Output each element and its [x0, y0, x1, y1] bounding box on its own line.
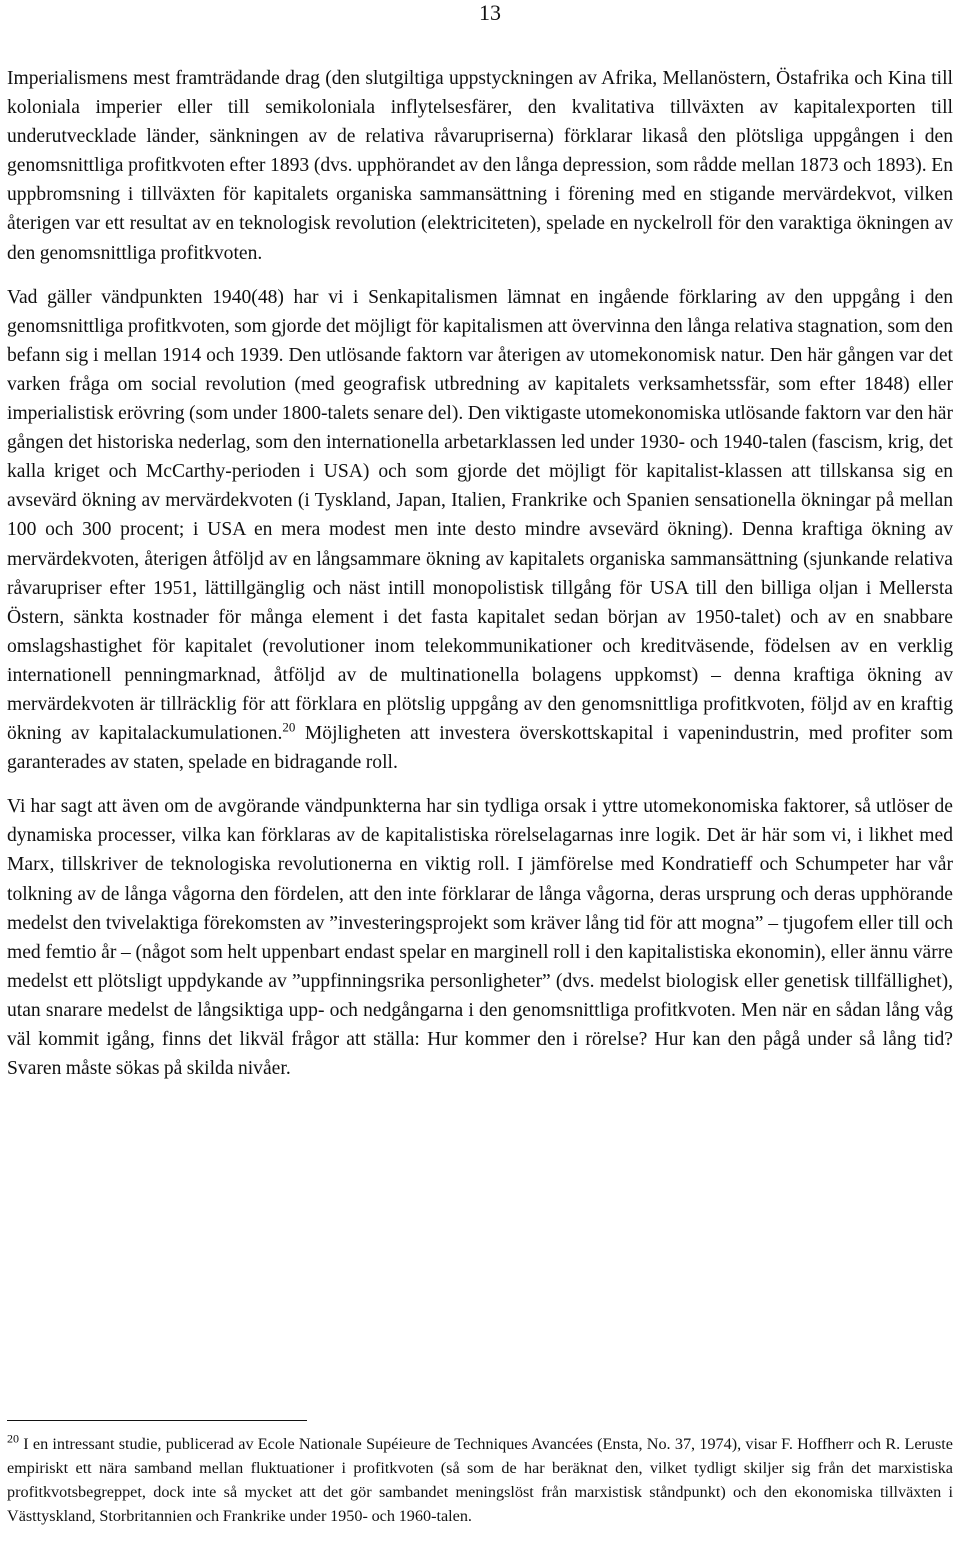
paragraph-text: Vad gäller vändpunkten 1940(48) har vi i Senkapitalismen lämnat en ingående förklaring av den uppgång i den genomsnittliga profitkvoten, som gjorde det möjligt för kapitalismen att övervinna den långa relativa stagnation, som den befann sig i mellan 1914 och 1939. Den utlösande faktorn var återigen av utomekonomisk natur. Den här gången var det varken fråga om social revolution (med geografisk utbredning av kapitalets verksamhetssfär, som efter 1848) eller imperialistisk erövring (som under 1800-talets senare del). Den viktigaste utomekonomiska utlösande faktorn var den här gången det historiska nederlag, som den internationella arbetarklassen led under 1930- och 1940-talen (fascism, krig, det kalla kriget och McCarthy-perioden i USA) och som gjorde det möjligt för kapitalist-klassen att tillskansa sig en avsevärd ökning av mervärdekvoten (i Tyskland, Japan, Italien, Frankrike och Spanien sensationella ökningar på mellan 100 och 300 procent; i USA en mera modest men inte desto mindre avsevärd ökning). Denna kraftiga ökning av mervärdekvoten, återigen åtföljd av en långsammare ökning av kapitalets organiska sammansättning (sjunkande relativa råvarupriser efter 1951, lättillgänglig och näst intill monopolistisk tillgång för USA till den billiga oljan i Mellersta Östern, sänkta kostnader för många element i det fasta kapitalet sedan början av 1950-talet) och av en snabbare omslagshastighet för kapitalet (revolutioner inom telekommunikationer och kreditväsende, födelsen av en verklig internationell penningmarknad, åtföljd av de multinationella bolagens uppkomst) – denna kraftiga ökning av mervärdekvoten är tillräcklig för att förklara en plötslig uppgång av den genomsnittliga profitkvoten, följd av en kraftig ökning av kapitalackumulationen. — [7, 286, 953, 745]
paragraph-text: Imperialismens mest framträdande drag (den slutgiltiga uppstyckningen av Afrika, Mellanöstern, Östafrika och Kina till koloniala imperier eller till semikoloniala inflytelsesfärer, den kvalitativa tillväxten av kapitalexporten till underutvecklade länder, sänkningen av de relativa råvarupriserna) förklarar likaså den plötsliga uppgången i den genomsnittliga profitkvoten efter 1893 (dvs. upphörandet av den långa depression, som rådde mellan 1873 och 1893). En uppbromsning i tillväxten för kapitalets organiska sammansättning i förening med en stigande mervärdekvot, vilken återigen var ett resultat av en teknologisk revolution (elektriciteten), spelade en nyckelroll för den varaktiga ökningen av den genomsnittliga profitkvoten. — [7, 68, 953, 264]
footnote-number: 20 — [7, 1431, 19, 1446]
paragraph-long-waves — [7, 792, 953, 1083]
paragraph-turning-point-1940 — [7, 283, 953, 778]
body-text — [7, 64, 953, 1098]
footnote-text: I en intressant studie, publicerad av Ecole Nationale Supéieure de Techniques Avancées (Ensta, No. 37, 1974), visar F. Hoffherr och R. Leruste empiriskt ett nära samband mellan fluktuationer i profitkvoten (så som de har beräknat den, vilket tydligt skiljer sig från det marxistiska profitkvotsbegreppet, dock inte så mycket att det gör sambandet meningslöst från marxistisk ståndpunkt) och den ekonomiska tillväxten i Västtyskland, Storbritannien och Frankrike under 1950- och 1960-talen. — [7, 1435, 953, 1525]
page-number: 13 — [479, 0, 501, 25]
paragraph-text-continued: Möjligheten att investera överskottskapital i vapenindustrin, med profiter som garanterades av staten, spelade en bidragande roll. — [7, 723, 953, 774]
paragraph-text: Vi har sagt att även om de avgörande vändpunkterna har sin tydliga orsak i yttre utomekonomiska faktorer, så utlöser de dynamiska processer, vilka kan förklaras av de kapitalistiska rörelselagarnas inre logik. Det är här som vi, i likhet med Marx, tillskriver de teknologiska revolutionerna en viktig roll. I jämförelse med Kondratieff och Schumpeter har vår tolkning av de långa vågorna den fördelen, att den inte förklarar de långa vågorna, deras ursprung och deras upphörande medelst den tvivelaktiga förekomsten av ”investeringsprojekt som kräver lång tid för att mogna” – tjugofem eller till och med femtio år – (något som helt uppenbart endast spelar en marginell roll i den kapitalistiska ekonomin), eller ännu värre medelst ett plötsligt uppdykande av ”uppfinningsrika personligheter” (dvs. medelst biologisk eller genetisk tillfällighet), utan snarare medelst de långsiktiga upp- och nedgångarna i den genomsnittliga profitkvoten. Men när en sådan lång våg väl kommit igång, finns det likväl frågor att ställa: Hur kommer den i rörelse? Hur kan den pågå under så lång tid? Svaren måste sökas på skilda nivåer. — [7, 796, 953, 1080]
footnote-divider — [7, 1420, 307, 1421]
paragraph-imperialism — [7, 64, 953, 268]
footnote-reference[interactable]: 20 — [282, 719, 296, 735]
footnote — [7, 1432, 953, 1528]
